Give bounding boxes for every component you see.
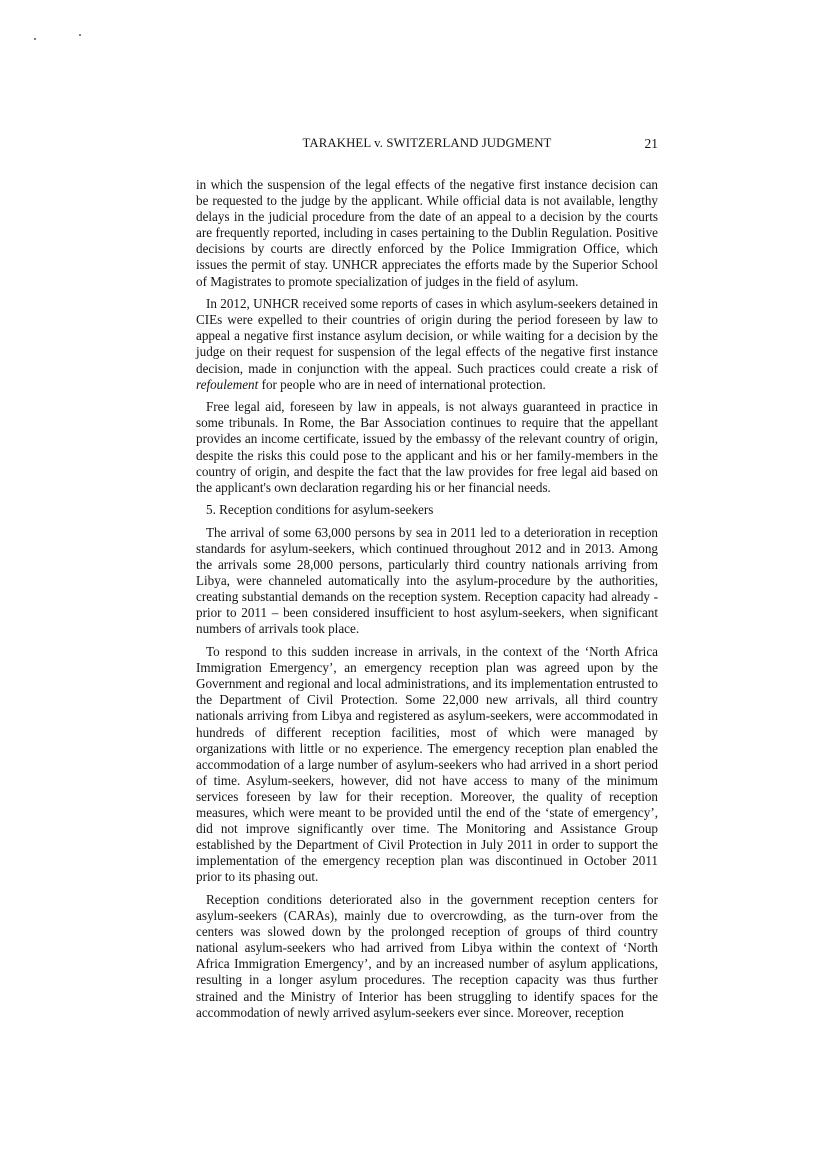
paragraph-arrivals-2011: The arrival of some 63,000 persons by sea in 2011 led to a deterioration in reception standards for asylum-seekers, which continued throughout 2012 and in 2013. Among the arrivals some 28,000 persons, particularly third country nationals arriving from Libya, were channeled automatically into the asylum-procedure by the authorities, creating substantial demands on the reception system. Reception capacity had already - prior to 2011 – been considered insufficient to host asylum-seekers, when significant numbers of arrivals took place. <box>196 524 658 637</box>
page-number: 21 <box>644 136 658 151</box>
scan-speck-left <box>34 38 36 40</box>
paragraph-appeal-procedure: in which the suspension of the legal effects of the negative first instance decision can be requested to the judge by the applicant. While official data is not available, lengthy delays in the judicial procedure from the date of an appeal to a decision by the courts are frequently reported, including in cases pertaining to the Dublin Regulation. Positive decisions by courts are directly enforced by the Police Immigration Office, which issues the permit of stay. UNHCR appreciates the efforts made by the Superior School of Magistrates to promote specialization of judges in the field of asylum. <box>196 177 658 289</box>
scan-speck-right <box>79 34 81 36</box>
paragraph-emergency-plan: To respond to this sudden increase in arrivals, in the context of the ‘North Africa Immigration Emergency’, an emergency reception plan was agreed upon by the Government and regional and local administrations, and its implementation entrusted to the Department of Civil Protection. Some 22,000 new arrivals, all third country nationals arriving from Libya and registered as asylum-seekers, were accommodated in hundreds of different reception facilities, most of which were managed by organizations with little or no experience. The emergency reception plan enabled the accommodation of a large number of asylum-seekers who had arrived in a short period of time. Asylum-seekers, however, did not have access to many of the minimum services foreseen by law for their reception. Moreover, the quality of reception measures, which were meant to be provided until the end of the ‘state of emergency’, did not improve significantly over time. The Monitoring and Assistance Group established by the Department of Civil Protection in July 2011 in order to support the implementation of the emergency reception plan was discontinued in October 2011 prior to its phasing out. <box>196 644 658 885</box>
paragraph-cie-expulsions <box>196 296 658 393</box>
running-title: TARAKHEL v. SWITZERLAND JUDGMENT <box>302 136 552 150</box>
paragraph-cara-conditions: Reception conditions deteriorated also in the government reception centers for asylum-seekers (CARAs), mainly due to overcrowding, as the turn-over from the centers was slowed down by the prolonged reception of groups of third country national asylum-seekers who had arrived from Libya within the context of ‘North Africa Immigration Emergency’, and by an increased number of asylum applications, resulting in a longer asylum procedures. The reception capacity was thus further strained and the Ministry of Interior has been struggling to identify spaces for the accommodation of newly arrived asylum-seekers ever since. Moreover, reception <box>196 891 658 1020</box>
page-header <box>196 136 658 154</box>
paragraph-cie-text-end: for people who are in need of international protection. <box>258 376 546 392</box>
paragraph-cie-text-start: In 2012, UNHCR received some reports of cases in which asylum-seekers detained in CIEs were expelled to their countries of origin during the period foreseen by law to appeal a negative first instance asylum decision, or while waiting for a decision by the judge on their request for suspension of the legal effects of the negative first instance decision, made in conjunction with the appeal. Such practices could create a risk of <box>196 296 658 376</box>
paragraph-legal-aid: Free legal aid, foreseen by law in appeals, is not always guaranteed in practice in some tribunals. In Rome, the Bar Association continues to require that the appellant provides an income certificate, issued by the embassy of the relevant country of origin, despite the risks this could pose to the applicant and his or her family-members in the country of origin, and despite the fact that the law provides for free legal aid based on the applicant's own declaration regarding his or her financial needs. <box>196 399 658 495</box>
refoulement-term: refoulement <box>196 376 259 392</box>
document-body <box>196 177 658 1027</box>
section-heading: 5. Reception conditions for asylum-seekers <box>206 502 434 518</box>
